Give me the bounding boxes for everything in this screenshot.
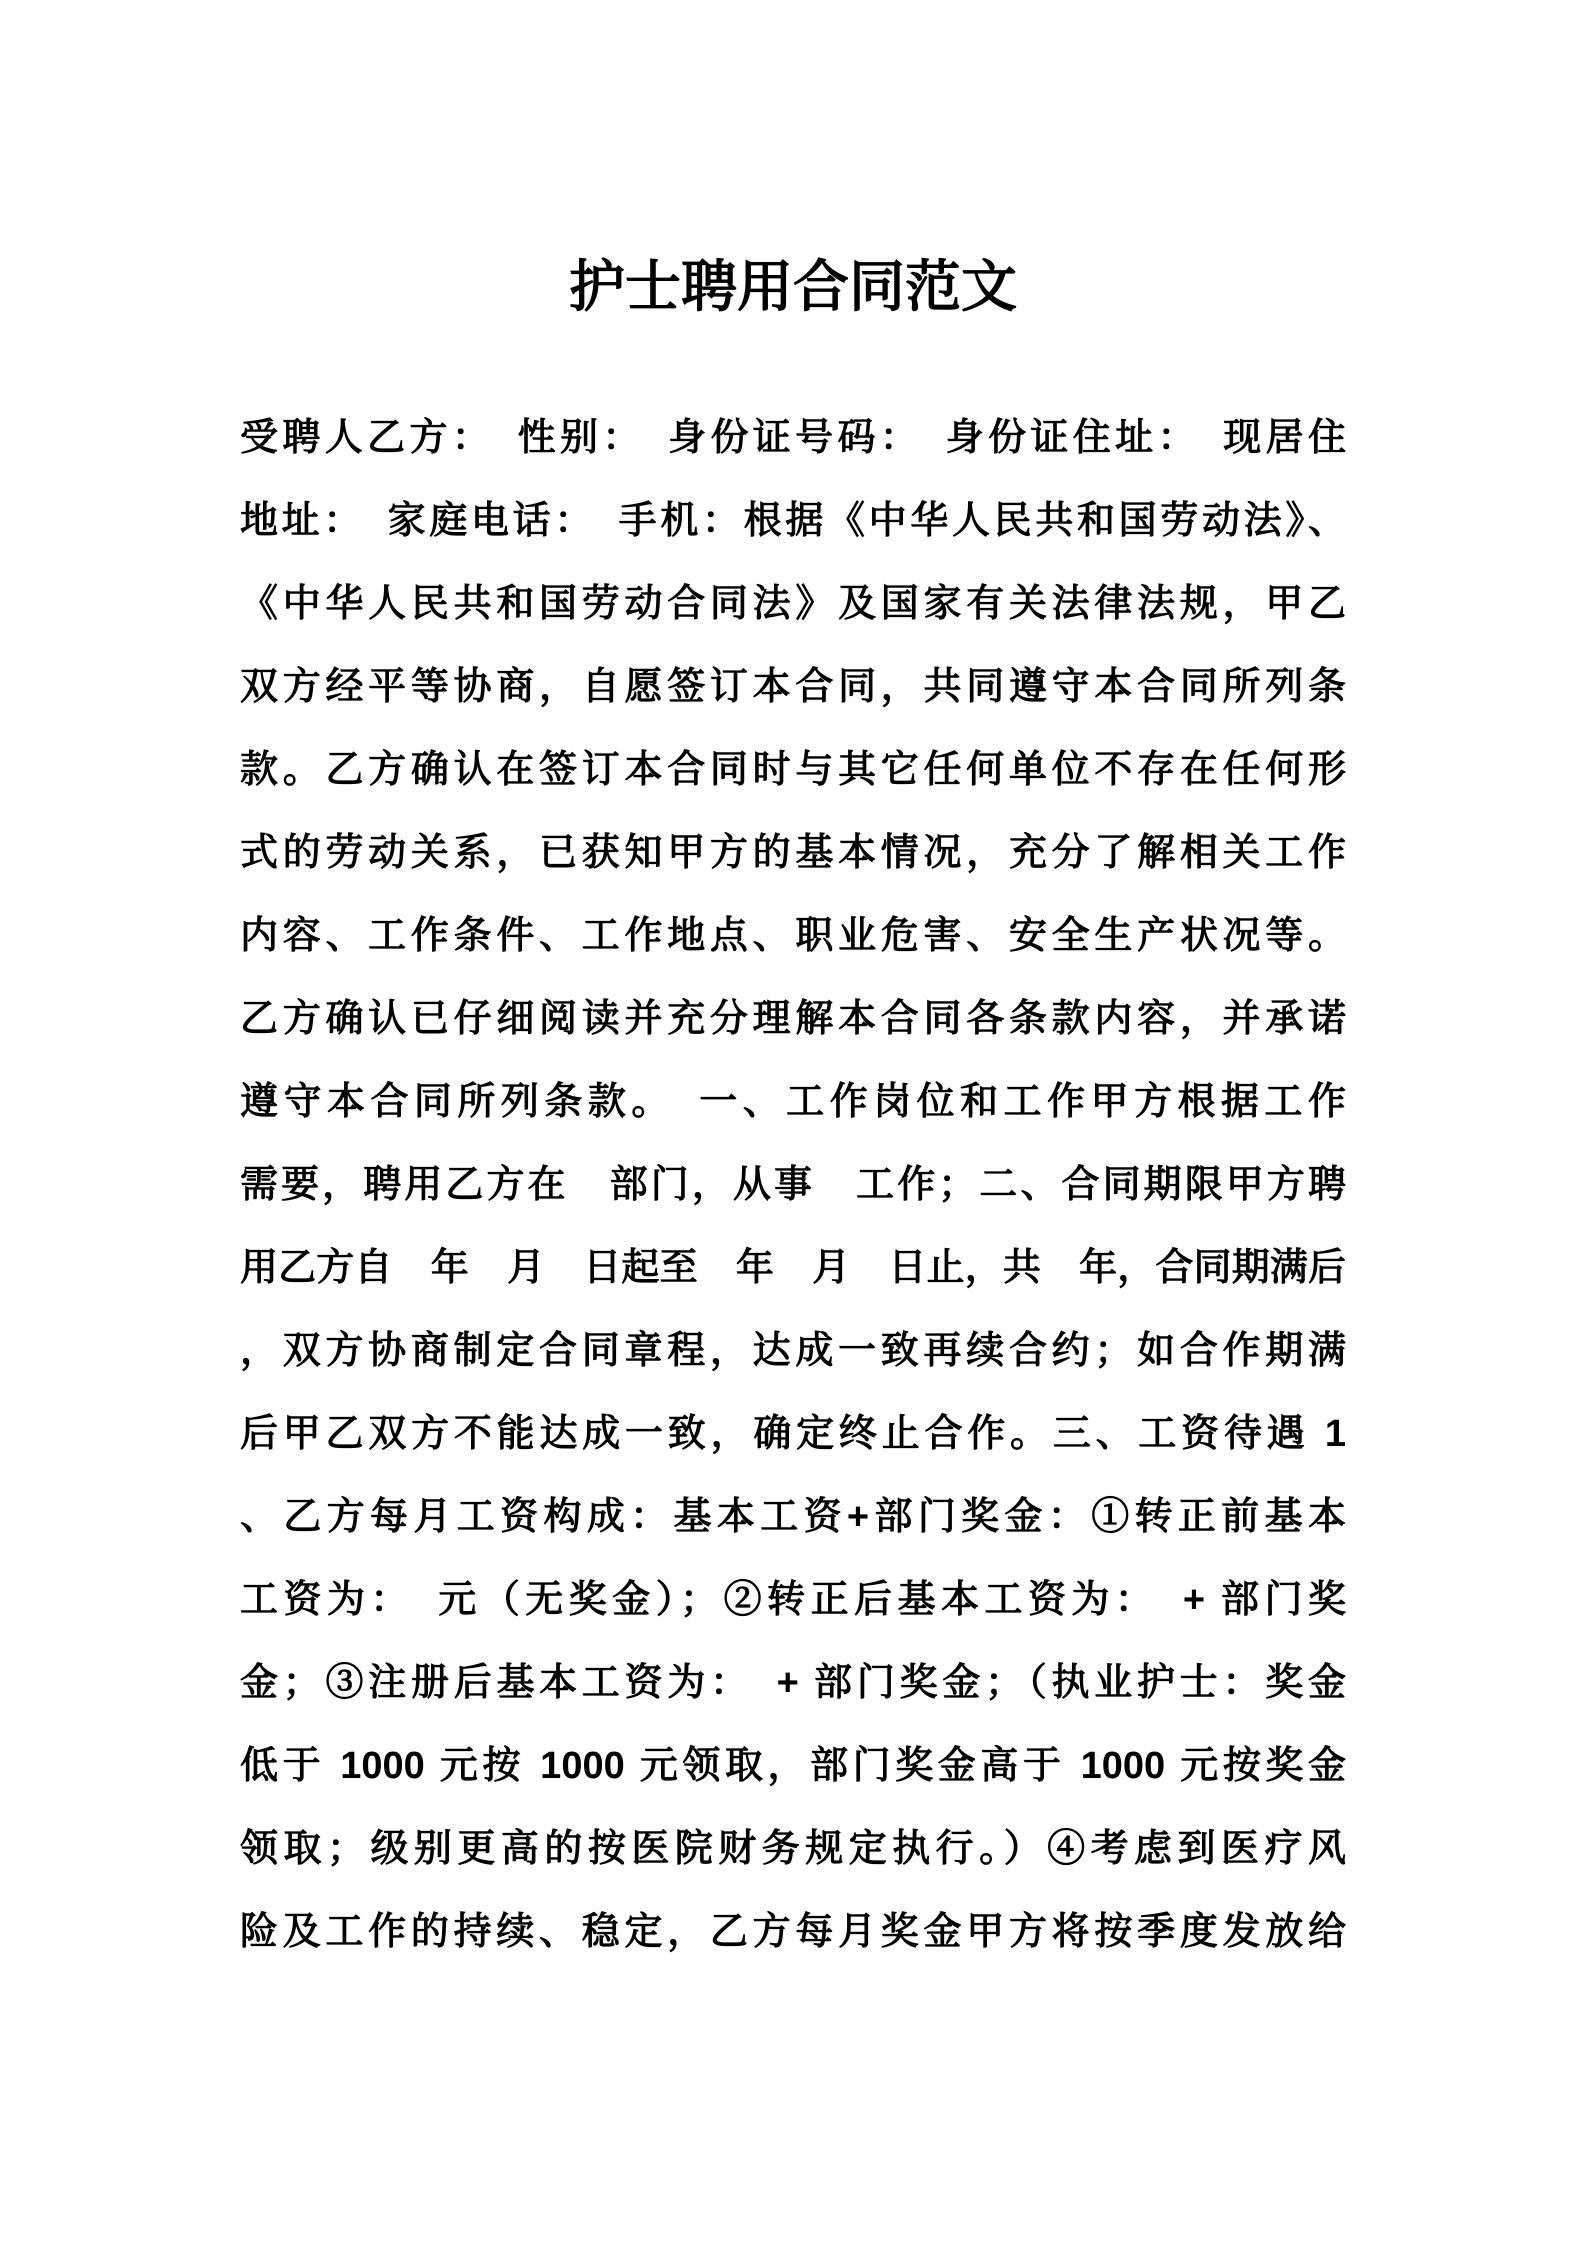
body-line: 式的劳动关系，已获知甲方的基本情况，充分了解相关工作 (240, 832, 1346, 874)
body-line: ，双方协商制定合同章程，达成一致再续合约；如合作期满 (240, 1330, 1346, 1372)
body-line: 金；③注册后基本工资为： + 部门奖金；（执业护士：奖金 (240, 1662, 1346, 1704)
body-line: 工资为： 元（无奖金）；②转正后基本工资为： + 部门奖 (240, 1579, 1346, 1621)
body-line: 款。乙方确认在签订本合同时与其它任何单位不存在任何形 (240, 749, 1346, 791)
body-line: 险及工作的持续、稳定，乙方每月奖金甲方将按季度发放给 (240, 1911, 1346, 1953)
document-title: 护士聘用合同范文 (569, 255, 1017, 318)
body-line: 地址： 家庭电话： 手机：根据《中华人民共和国劳动法》、 (240, 500, 1346, 542)
body-line: 后甲乙双方不能达成一致，确定终止合作。三、工资待遇 1 (240, 1413, 1346, 1455)
body-line: 低于 1000 元按 1000 元领取，部门奖金高于 1000 元按奖金 (240, 1745, 1346, 1787)
document-body (240, 397, 1346, 1974)
body-line: 领取；级别更高的按医院财务规定执行。）④考虑到医疗风 (240, 1828, 1346, 1870)
body-line: 用乙方自 年 月 日起至 年 月 日止，共 年，合同期满后 (240, 1247, 1346, 1289)
body-line: 内容、工作条件、工作地点、职业危害、安全生产状况等。 (240, 915, 1346, 957)
body-line: 遵守本合同所列条款。 一、工作岗位和工作甲方根据工作 (240, 1081, 1346, 1123)
body-line: 受聘人乙方： 性别： 身份证号码： 身份证住址： 现居住 (240, 417, 1346, 459)
body-line: 《中华人民共和国劳动合同法》及国家有关法律法规，甲乙 (240, 583, 1346, 625)
body-line: 、乙方每月工资构成：基本工资+部门奖金：①转正前基本 (240, 1496, 1346, 1538)
body-line: 需要，聘用乙方在 部门，从事 工作；二、合同期限甲方聘 (240, 1164, 1346, 1206)
body-line: 乙方确认已仔细阅读并充分理解本合同各条款内容，并承诺 (240, 998, 1346, 1040)
body-line: 双方经平等协商，自愿签订本合同，共同遵守本合同所列条 (240, 666, 1346, 708)
